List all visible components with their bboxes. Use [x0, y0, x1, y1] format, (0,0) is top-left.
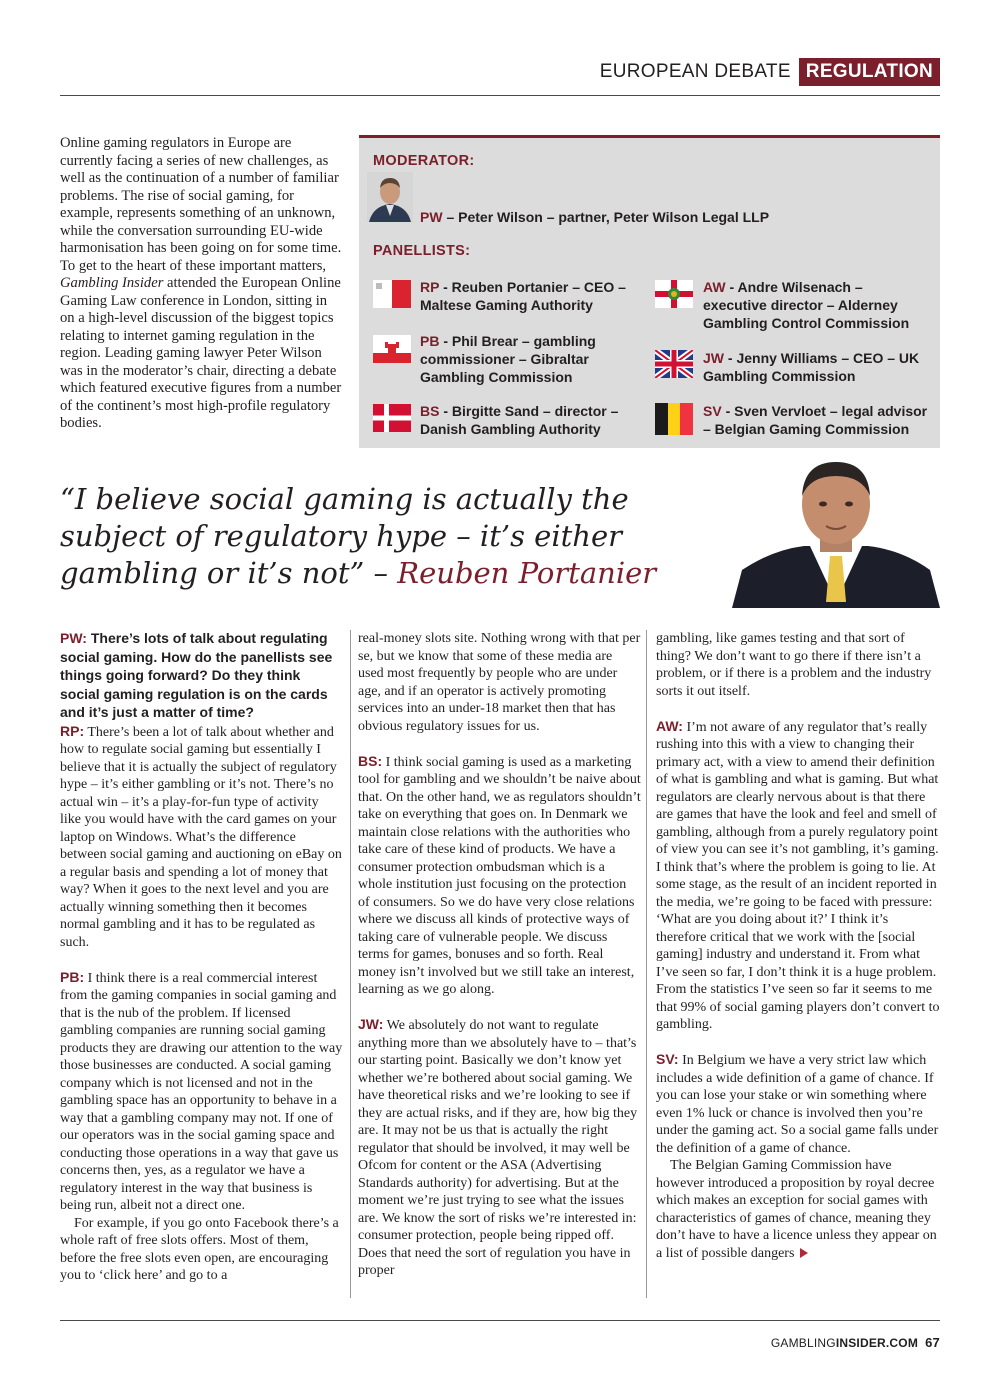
moderator-abbr: PW — [420, 209, 443, 225]
moderator-heading: MODERATOR: — [373, 153, 475, 169]
answer-text: In Belgium we have a very strict law which includes a wide definition of a game of chance. If you can lose your stake or win something where even 1% luck or chance is involved then you’re under the gaming act. So a social game falls under the definition of a game of chance. — [656, 1053, 939, 1156]
uk-flag-icon — [655, 350, 693, 378]
panellist-abbr: RP — [420, 279, 440, 295]
moderator-entry — [420, 208, 920, 226]
continue-arrow-icon — [800, 1248, 808, 1258]
panellists-heading: PANELLISTS: — [373, 243, 471, 259]
answer-pb-cont: For example, if you go onto Facebook there’s a whole raft of free slots offers. Most of them, before the free slots even open, are encouraging you to ‘click here’ and go to a — [60, 1215, 339, 1283]
column-3 — [656, 630, 942, 1262]
panellist-pb — [420, 332, 635, 386]
speaker-label: JW: — [358, 1016, 384, 1032]
speaker-photo — [732, 452, 940, 608]
pull-quote-text: “I believe social gaming is actually the subject of regulatory hype – it’s either gambling or it’s not” – — [60, 482, 629, 590]
answer-jw-continued: gambling, like games testing and that sort of thing? We don’t want to go there if there isn’t a problem, or if there is a problem and the industry sorts it out itself. — [656, 631, 932, 699]
speaker-label: SV: — [656, 1051, 679, 1067]
header-rule — [60, 95, 940, 96]
belgium-flag-icon — [655, 403, 693, 435]
footer-brand-a: GAMBLING — [770, 1336, 836, 1350]
panellist-abbr: SV — [703, 403, 722, 419]
speaker-label: AW: — [656, 717, 683, 734]
section-label: EUROPEAN DEBATE — [599, 61, 791, 82]
answer-bs — [358, 753, 641, 999]
alderney-flag-icon — [655, 280, 693, 308]
panellist-text: - Phil Brear – gambling commissioner – Gibraltar Gambling Commission — [420, 333, 596, 385]
publication-name: Gambling Insider — [60, 275, 164, 291]
column-2 — [358, 630, 641, 1280]
answer-text: The Belgian Gaming Commission have however introduced a proposition by royal decree which makes an exception for social games with characteristics of games of chance, meaning they don’t have to have a licence unless they appear on a list of possible dangers — [656, 1158, 937, 1261]
footer-rule — [60, 1320, 940, 1321]
answer-aw — [656, 718, 942, 1034]
panellist-abbr: AW — [703, 279, 726, 295]
answer-sv — [656, 1051, 942, 1157]
intro-text-2: attended the European Online Gaming Law conference in London, sitting in on a high-level discussion of the biggest topics relating to internet gaming regulation in the region. Leading gaming lawyer Peter Wilson was in the moderator’s chair, directing a debate which featured executive figures from a number of the continent’s most high-profile regulatory bodies. — [60, 275, 342, 431]
answer-pb-continued: real-money slots site. Nothing wrong with that per se, but we know that some of these media are used most frequently by people who are under age, and if an operator is actively promoting services into an under-18 market then that has obvious regulatory issues for us. — [358, 631, 641, 734]
answer-text: I think there is a real commercial interest from the gaming companies in social gaming and that is the nub of the problem. If licensed gambling companies are running social gaming products they are drawing our attention to the way those businesses are conducted. A social gaming company which is not licensed and not in the gambling space has an opportunity to behave in a way that a gambling company may not. If one of our operators was in the social gaming space and conducting those operations in a way that gave us concerns then, yes, as a regulator we have a regulatory interest in the way that business is being run, albeit not a direct one. — [60, 970, 343, 1213]
page-footer — [771, 1335, 940, 1350]
intro-paragraph — [60, 135, 345, 433]
panellist-text: - Reuben Portanier – CEO – Maltese Gaming Authority — [420, 279, 626, 313]
answer-text: I’m not aware of any regulator that’s really rushing into this with a view to changing their primary act, with a view to amend their definition of what is gambling and what is gaming. But what regulators are clearly nervous about is that there are games that have the look and feel and smell of gambling, although from a purely regulatory point of view you can see it’s not gambling, it’s gaming. I think that’s where the problem is going to lie. At some stage, as the result of an incident reported in the media, we’re going to be faced with pressure: ‘What are you doing about it?’ I think it’s therefore critical that we work with the [social gaming] industry and understand it. From what I’ve seen so far, I don’t think it is a huge problem. From the statistics I’ve seen so far it seems to me that 99% of social gaming players don’t convert to gambling. — [656, 719, 940, 1032]
answer-text: We absolutely do not want to regulate anything more than we absolutely have to – that’s our starting point. Basically we don’t know yet whether we’re bothered about social gaming. We have theoretical risks and we’re looking to see if they are actual risks, and if they are, how big they are. It may not be us that is actually the right regulator that should be involved, it may well be Ofcom for content or the ASA (Advertising Standards authority) for advertising. But at the moment we’re just trying to see what the issues are. We know the sort of risks we’re interested in: consumer protection, people being ripped off. Does that need the sort of regulation you have in proper — [358, 1018, 638, 1278]
question-text: There’s lots of talk about regulating social gaming. How do the panellists see things going forward? Do they think social gaming regulation is on the cards and it’s just a matter of time? — [60, 630, 333, 720]
panellist-rp — [420, 278, 635, 314]
gibraltar-flag-icon — [373, 335, 411, 363]
panellist-sv — [703, 402, 928, 438]
intro-text-1: Online gaming regulators in Europe are currently facing a series of new challenges, as well as the continuation of a number of familiar problems. The rise of social gaming, for example, represents something of an unknown, while the conversation surrounding EU-wide harmonisation has been going on for some time. To get to the heart of these important matters, — [60, 135, 342, 274]
malta-flag-icon — [373, 280, 411, 308]
section-badge: REGULATION — [799, 58, 940, 86]
panellist-aw — [703, 278, 923, 332]
speaker-label: PW: — [60, 630, 87, 646]
denmark-flag-icon — [373, 404, 411, 432]
answer-pb — [60, 969, 343, 1215]
question-pw — [60, 630, 343, 723]
column-1 — [60, 630, 343, 1285]
answer-text: I think social gaming is used as a marketing tool for gambling and we shouldn’t be naive about that. On the other hand, we as regulators shouldn’t take on everything that goes on. In Denmark we maintain close relations with the authorities who take care of these kind of products. We have a consumer protection ombudsman which is a whole institution just focusing on the protection of consumers. So we do have very close relations where we discuss all kinds of protective ways of taking care of vulnerable people. We discuss terms for games, bonuses and so forth. Real money isn’t involved but we still take an interest, learning as we go along. — [358, 754, 641, 997]
panellist-abbr: PB — [420, 333, 440, 349]
panel-box — [359, 135, 940, 448]
speaker-label: PB: — [60, 968, 85, 985]
column-rule-2 — [646, 630, 647, 1298]
moderator-photo — [367, 172, 413, 222]
moderator-text: – Peter Wilson – partner, Peter Wilson Legal LLP — [442, 209, 770, 225]
answer-text: There’s been a lot of talk about whether and how to regulate social gaming but essentially I believe that it is actually the subject of regulatory hype – it’s either gambling or it’s not. There’s no actual win – it’s a play-for-fun type of activity like you would have with the card games on your laptop on Windows. What’s the difference between social gaming and auctioning on eBay on a regular basis and spending a lot of money that way? When it goes to the next level and you are actually winning something then it becomes normal gambling and it has to be regulated as such. — [60, 724, 342, 950]
page-header — [600, 58, 940, 86]
footer-brand-b: INSIDER.COM — [835, 1336, 919, 1350]
column-rule-1 — [350, 630, 351, 1298]
panellist-abbr: JW — [703, 350, 724, 366]
answer-jw — [358, 1016, 641, 1280]
panellist-text: - Birgitte Sand – director – Danish Gambling Authority — [420, 403, 619, 437]
answer-rp — [60, 723, 343, 952]
panellist-text: - Sven Vervloet – legal advisor – Belgian Gaming Commission — [703, 403, 928, 437]
panellist-text: - Jenny Williams – CEO – UK Gambling Commission — [703, 350, 920, 384]
pull-quote-attribution: Reuben Portanier — [397, 556, 657, 590]
pull-quote — [60, 481, 740, 592]
page-number: 67 — [925, 1335, 940, 1350]
panellist-jw — [703, 349, 923, 385]
speaker-label: BS: — [358, 752, 383, 769]
speaker-label: RP: — [60, 722, 85, 739]
panellist-abbr: BS — [420, 403, 440, 419]
panellist-bs — [420, 402, 650, 438]
panellist-text: - Andre Wilsenach – executive director – Alderney Gambling Control Commission — [703, 279, 910, 331]
answer-sv-cont — [656, 1157, 942, 1262]
